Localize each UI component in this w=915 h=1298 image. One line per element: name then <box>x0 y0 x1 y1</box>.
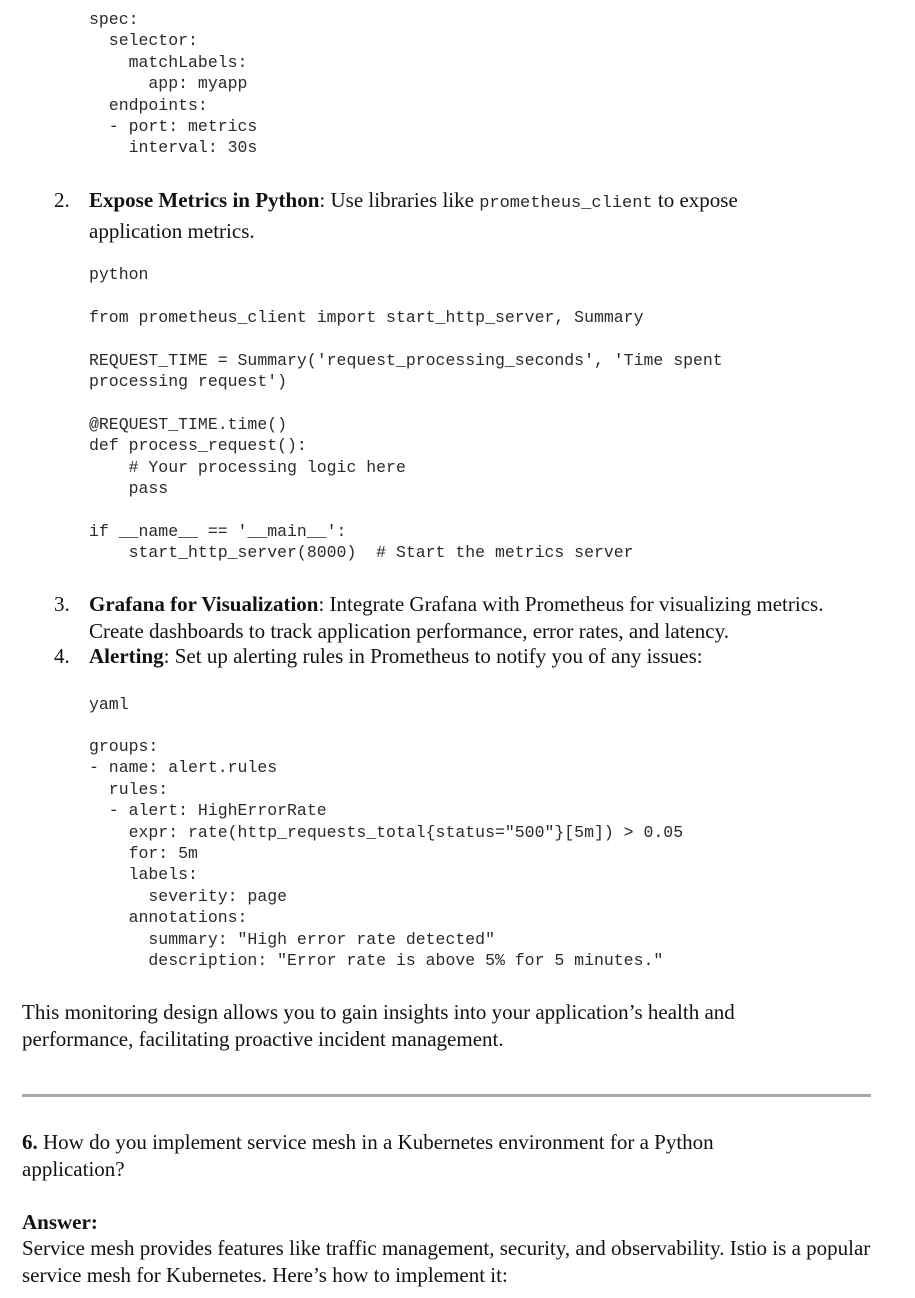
list-item-text: to expose application metrics. <box>89 188 738 243</box>
code-block-yaml-alerts: groups: - name: alert.rules rules: - alert: HighErrorRate expr: rate(http_requests_total{status="500"}[5m]) > 0.05 for: 5m labels: severity: page annotations: summary: "High error rate detected" description: "Error rate is above 5% for 5 minutes." <box>89 737 684 971</box>
code-language-label: yaml <box>89 695 129 714</box>
answer-text: Service mesh provides features like traffic management, security, and observability. Istio is a popular service mesh for Kubernetes. Here’s how to implement it: <box>22 1236 871 1287</box>
question-text: How do you implement service mesh in a Kubernetes environment for a Python application? <box>22 1130 714 1181</box>
list-number-4: 4. <box>54 644 70 668</box>
code-language-label: python <box>89 265 149 284</box>
answer-label-text: Answer: <box>22 1210 98 1234</box>
list-item-expose-metrics <box>89 187 829 244</box>
list-item-title: Alerting <box>89 644 164 668</box>
list-number-3: 3. <box>54 592 70 616</box>
answer-label <box>22 1209 98 1236</box>
list-number-2: 2. <box>54 188 70 212</box>
question-number: 6. <box>22 1130 38 1154</box>
list-item-title: Expose Metrics in Python <box>89 188 320 212</box>
list-item-grafana <box>89 591 879 644</box>
list-item-title: Grafana for Visualization <box>89 592 319 616</box>
list-item-alerting <box>89 643 879 670</box>
list-item-text: : Use libraries like <box>319 188 480 212</box>
code-block-python: from prometheus_client import start_http_server, Summary REQUEST_TIME = Summary('request_processing_seconds', 'Time spent processing request') @REQUEST_TIME.time() def process_request(): # Your processing logic here pass if __name__ == '__main__': start_http_server(8000) # Start the metrics server <box>89 308 723 563</box>
section-divider <box>22 1094 871 1097</box>
question-heading <box>22 1129 812 1182</box>
summary-paragraph: This monitoring design allows you to gain insights into your application’s health and performance, facilitating proactive incident management. <box>22 1000 735 1051</box>
inline-code: prometheus_client <box>479 194 653 213</box>
code-block-servicemonitor: spec: selector: matchLabels: app: myapp endpoints: - port: metrics interval: 30s <box>89 10 258 158</box>
list-item-text: : Set up alerting rules in Prometheus to notify you of any issues: <box>163 644 703 668</box>
list-item-text: : Integrate Grafana with Prometheus for visualizing metrics. Create dashboards to track application performance, error rates, and latency. <box>89 592 824 643</box>
